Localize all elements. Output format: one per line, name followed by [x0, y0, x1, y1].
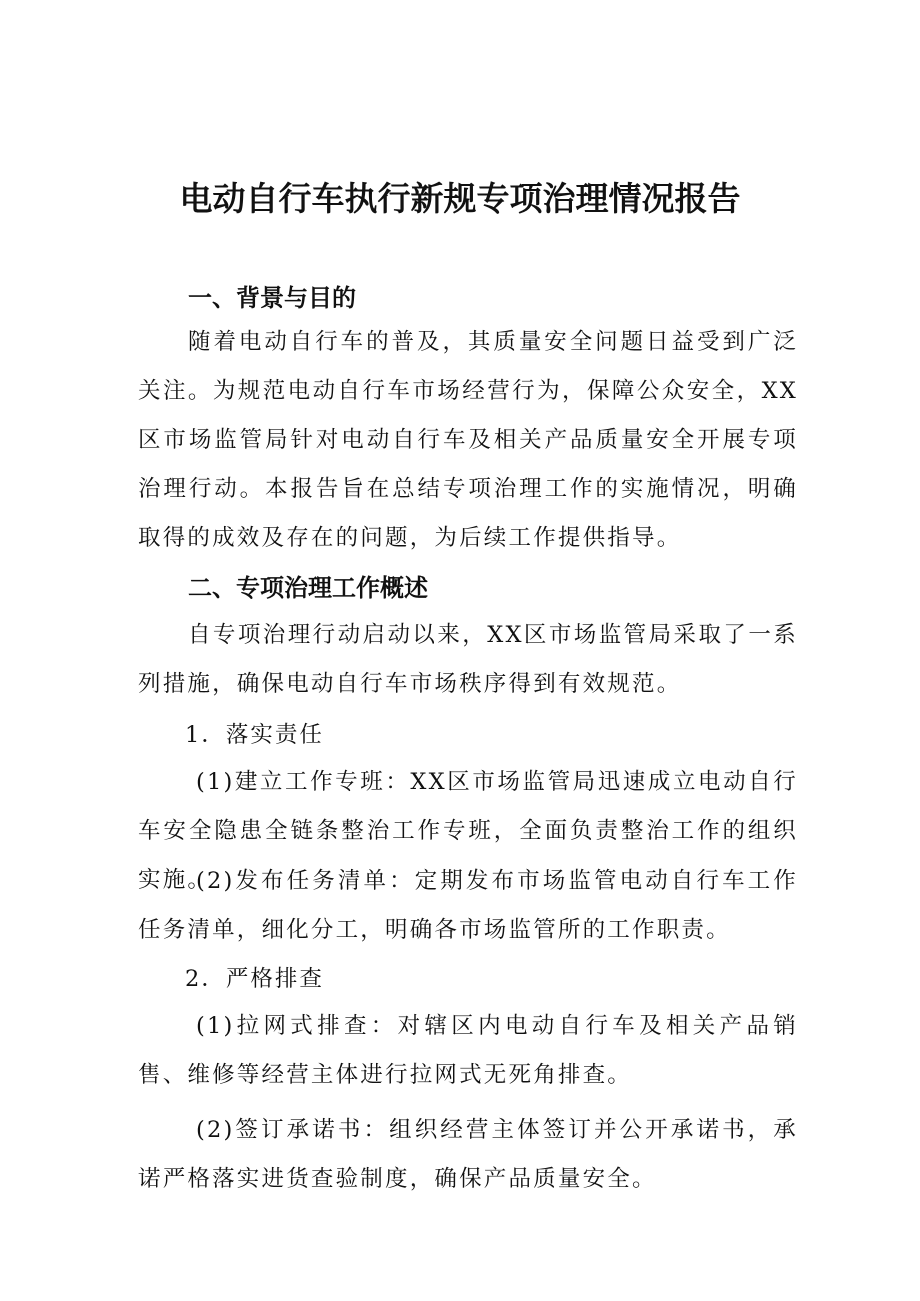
- subsection-heading-inspection: 2．严格排查: [185, 966, 324, 992]
- section-heading-overview: 二、专项治理工作概述: [188, 574, 428, 602]
- list-item-net-inspection: (1)拉网式排查：对辖区内电动自行车及相关产品销售、维修等经营主体进行拉网式无死角排查。: [138, 1013, 798, 1088]
- subsection-heading-responsibility: 1．落实责任: [185, 722, 324, 748]
- section-paragraph-background: 随着电动自行车的普及，其质量安全问题日益受到广泛关注。为规范电动自行车市场经营行为，保障公众安全，XX区市场监管局针对电动自行车及相关产品质量安全开展专项治理行动。本报告旨在总结专项治理工作的实施情况，明确取得的成效及存在的问题，为后续工作提供指导。: [138, 329, 798, 551]
- document-title: 电动自行车执行新规专项治理情况报告: [179, 179, 741, 218]
- section-paragraph-overview: 自专项治理行动启动以来，XX区市场监管局采取了一系列措施，确保电动自行车市场秩序得到有效规范。: [138, 622, 798, 697]
- list-item-commitment: (2)签订承诺书：组织经营主体签订并公开承诺书，承诺严格落实进货查验制度，确保产品质量安全。: [138, 1117, 798, 1192]
- section-heading-background: 一、背景与目的: [188, 284, 356, 312]
- list-item-work-team: (1)建立工作专班：XX区市场监管局迅速成立电动自行车安全隐患全链条整治工作专班，全面负责整治工作的组织实施。: [138, 769, 798, 893]
- list-item-task-list: (2)发布任务清单：定期发布市场监管电动自行车工作任务清单，细化分工，明确各市场监管所的工作职责。: [138, 868, 798, 943]
